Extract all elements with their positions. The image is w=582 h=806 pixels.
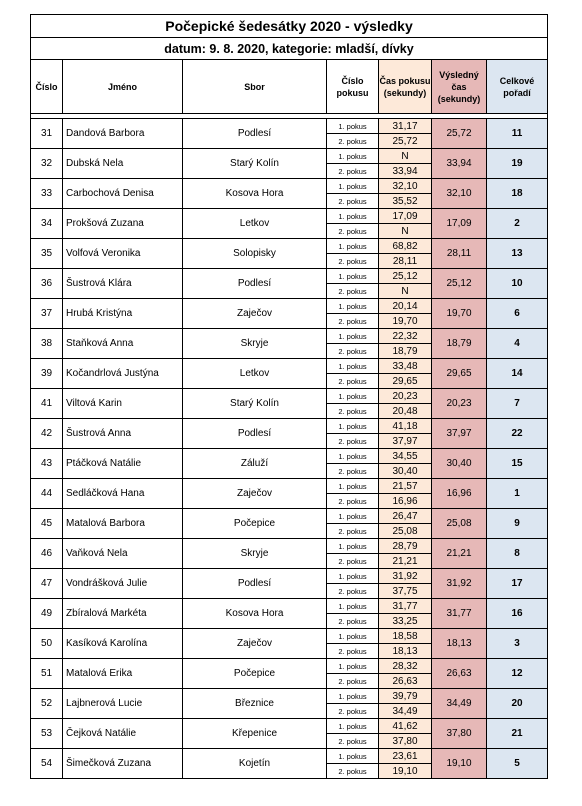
attempt-label: 2. pokus xyxy=(327,134,379,149)
attempt-2-time: N xyxy=(379,224,432,239)
attempt-2-time: 28,11 xyxy=(379,254,432,269)
final-time: 19,70 xyxy=(432,299,487,329)
competitor-name: Šustrová Anna xyxy=(63,419,183,449)
competitor-name: Volfová Veronika xyxy=(63,239,183,269)
overall-rank: 20 xyxy=(487,689,548,719)
overall-rank: 11 xyxy=(487,119,548,149)
attempt-1-time: 39,79 xyxy=(379,689,432,704)
attempt-label: 2. pokus xyxy=(327,344,379,359)
competitor-number: 50 xyxy=(31,629,63,659)
competitor-name: Dubská Nela xyxy=(63,149,183,179)
attempt-1-time: 31,77 xyxy=(379,599,432,614)
header-cislo-pokusu: Číslo pokusu xyxy=(327,60,379,114)
attempt-label: 1. pokus xyxy=(327,479,379,494)
final-time: 25,12 xyxy=(432,269,487,299)
competitor-name: Staňková Anna xyxy=(63,329,183,359)
competitor-team: Starý Kolín xyxy=(183,389,327,419)
overall-rank: 22 xyxy=(487,419,548,449)
competitor-number: 39 xyxy=(31,359,63,389)
final-time: 16,96 xyxy=(432,479,487,509)
competitor-name: Šustrová Klára xyxy=(63,269,183,299)
competitor-team: Křepenice xyxy=(183,719,327,749)
competitor-name: Sedláčková Hana xyxy=(63,479,183,509)
attempt-1-time: 32,10 xyxy=(379,179,432,194)
attempt-label: 1. pokus xyxy=(327,359,379,374)
overall-rank: 13 xyxy=(487,239,548,269)
table-row xyxy=(31,569,548,584)
overall-rank: 1 xyxy=(487,479,548,509)
attempt-2-time: 37,97 xyxy=(379,434,432,449)
attempt-label: 1. pokus xyxy=(327,749,379,764)
overall-rank: 2 xyxy=(487,209,548,239)
competitor-number: 45 xyxy=(31,509,63,539)
final-time: 19,10 xyxy=(432,749,487,779)
attempt-1-time: 21,57 xyxy=(379,479,432,494)
competitor-name: Prokšová Zuzana xyxy=(63,209,183,239)
attempt-2-time: 19,10 xyxy=(379,764,432,779)
attempt-label: 1. pokus xyxy=(327,269,379,284)
competitor-name: Matalová Erika xyxy=(63,659,183,689)
competitor-number: 47 xyxy=(31,569,63,599)
competitor-name: Viltová Karin xyxy=(63,389,183,419)
competitor-number: 31 xyxy=(31,119,63,149)
competitor-team: Zaječov xyxy=(183,629,327,659)
competitor-team: Skryje xyxy=(183,329,327,359)
competitor-number: 34 xyxy=(31,209,63,239)
final-time: 17,09 xyxy=(432,209,487,239)
table-row xyxy=(31,629,548,644)
competitor-name: Zbíralová Markéta xyxy=(63,599,183,629)
overall-rank: 19 xyxy=(487,149,548,179)
attempt-1-time: N xyxy=(379,149,432,164)
overall-rank: 6 xyxy=(487,299,548,329)
attempt-2-time: 21,21 xyxy=(379,554,432,569)
header-cas-pokusu: Čas pokusu (sekundy) xyxy=(379,60,432,114)
final-time: 31,77 xyxy=(432,599,487,629)
final-time: 18,79 xyxy=(432,329,487,359)
table-row xyxy=(31,269,548,284)
competitor-number: 53 xyxy=(31,719,63,749)
competitor-team: Březnice xyxy=(183,689,327,719)
attempt-2-time: 18,13 xyxy=(379,644,432,659)
attempt-1-time: 34,55 xyxy=(379,449,432,464)
attempt-2-time: 19,70 xyxy=(379,314,432,329)
table-row xyxy=(31,509,548,524)
competitor-number: 52 xyxy=(31,689,63,719)
competitor-number: 38 xyxy=(31,329,63,359)
attempt-2-time: 37,80 xyxy=(379,734,432,749)
attempt-label: 2. pokus xyxy=(327,584,379,599)
attempt-label: 1. pokus xyxy=(327,689,379,704)
table-row xyxy=(31,239,548,254)
attempt-2-time: 16,96 xyxy=(379,494,432,509)
attempt-label: 2. pokus xyxy=(327,224,379,239)
attempt-1-time: 25,12 xyxy=(379,269,432,284)
attempt-1-time: 20,14 xyxy=(379,299,432,314)
attempt-label: 2. pokus xyxy=(327,164,379,179)
attempt-2-time: 25,72 xyxy=(379,134,432,149)
header-cislo: Číslo xyxy=(31,60,63,114)
final-time: 18,13 xyxy=(432,629,487,659)
table-row xyxy=(31,209,548,224)
attempt-label: 2. pokus xyxy=(327,254,379,269)
competitor-team: Počepice xyxy=(183,509,327,539)
attempt-1-time: 33,48 xyxy=(379,359,432,374)
competitor-number: 33 xyxy=(31,179,63,209)
table-row xyxy=(31,539,548,554)
overall-rank: 8 xyxy=(487,539,548,569)
table-row xyxy=(31,359,548,374)
attempt-label: 2. pokus xyxy=(327,704,379,719)
competitor-name: Vaňková Nela xyxy=(63,539,183,569)
header-jmeno: Jméno xyxy=(63,60,183,114)
overall-rank: 15 xyxy=(487,449,548,479)
competitor-number: 36 xyxy=(31,269,63,299)
overall-rank: 9 xyxy=(487,509,548,539)
competitor-number: 44 xyxy=(31,479,63,509)
competitor-team: Počepice xyxy=(183,659,327,689)
attempt-2-time: 29,65 xyxy=(379,374,432,389)
overall-rank: 17 xyxy=(487,569,548,599)
attempt-label: 2. pokus xyxy=(327,614,379,629)
overall-rank: 7 xyxy=(487,389,548,419)
attempt-2-time: 25,08 xyxy=(379,524,432,539)
competitor-name: Carbochová Denisa xyxy=(63,179,183,209)
attempt-label: 1. pokus xyxy=(327,629,379,644)
competitor-team: Skryje xyxy=(183,539,327,569)
attempt-label: 2. pokus xyxy=(327,554,379,569)
competitor-number: 32 xyxy=(31,149,63,179)
attempt-label: 1. pokus xyxy=(327,509,379,524)
final-time: 31,92 xyxy=(432,569,487,599)
attempt-2-time: 33,25 xyxy=(379,614,432,629)
competitor-team: Záluží xyxy=(183,449,327,479)
attempt-1-time: 28,32 xyxy=(379,659,432,674)
overall-rank: 14 xyxy=(487,359,548,389)
attempt-label: 1. pokus xyxy=(327,719,379,734)
attempt-label: 2. pokus xyxy=(327,674,379,689)
attempt-label: 2. pokus xyxy=(327,374,379,389)
attempt-label: 2. pokus xyxy=(327,434,379,449)
attempt-1-time: 23,61 xyxy=(379,749,432,764)
final-time: 20,23 xyxy=(432,389,487,419)
final-time: 21,21 xyxy=(432,539,487,569)
attempt-label: 2. pokus xyxy=(327,494,379,509)
attempt-1-time: 22,32 xyxy=(379,329,432,344)
final-time: 30,40 xyxy=(432,449,487,479)
competitor-name: Dandová Barbora xyxy=(63,119,183,149)
attempt-2-time: 35,52 xyxy=(379,194,432,209)
competitor-team: Kosova Hora xyxy=(183,599,327,629)
attempt-label: 1. pokus xyxy=(327,659,379,674)
page-subtitle: datum: 9. 8. 2020, kategorie: mladší, dívky xyxy=(31,38,548,60)
header-sbor: Sbor xyxy=(183,60,327,114)
competitor-team: Zaječov xyxy=(183,299,327,329)
attempt-1-time: 20,23 xyxy=(379,389,432,404)
competitor-name: Matalová Barbora xyxy=(63,509,183,539)
table-row xyxy=(31,659,548,674)
table-row xyxy=(31,389,548,404)
competitor-number: 42 xyxy=(31,419,63,449)
final-time: 26,63 xyxy=(432,659,487,689)
competitor-number: 46 xyxy=(31,539,63,569)
competitor-team: Podlesí xyxy=(183,119,327,149)
competitor-team: Letkov xyxy=(183,209,327,239)
competitor-team: Kojetín xyxy=(183,749,327,779)
attempt-label: 1. pokus xyxy=(327,569,379,584)
final-time: 34,49 xyxy=(432,689,487,719)
attempt-label: 1. pokus xyxy=(327,599,379,614)
attempt-label: 2. pokus xyxy=(327,764,379,779)
competitor-number: 37 xyxy=(31,299,63,329)
attempt-1-time: 31,17 xyxy=(379,119,432,134)
attempt-label: 1. pokus xyxy=(327,239,379,254)
competitor-name: Šimečková Zuzana xyxy=(63,749,183,779)
attempt-2-time: 34,49 xyxy=(379,704,432,719)
competitor-team: Podlesí xyxy=(183,419,327,449)
table-row xyxy=(31,119,548,134)
competitor-name: Lajbnerová Lucie xyxy=(63,689,183,719)
attempt-2-time: N xyxy=(379,284,432,299)
attempt-1-time: 31,92 xyxy=(379,569,432,584)
final-time: 28,11 xyxy=(432,239,487,269)
attempt-1-time: 17,09 xyxy=(379,209,432,224)
competitor-team: Starý Kolín xyxy=(183,149,327,179)
attempt-1-time: 41,62 xyxy=(379,719,432,734)
overall-rank: 10 xyxy=(487,269,548,299)
competitor-number: 51 xyxy=(31,659,63,689)
header-vysledny-cas: Výsledný čas (sekundy) xyxy=(432,60,487,114)
overall-rank: 4 xyxy=(487,329,548,359)
final-time: 37,80 xyxy=(432,719,487,749)
overall-rank: 5 xyxy=(487,749,548,779)
attempt-label: 2. pokus xyxy=(327,734,379,749)
competitor-number: 49 xyxy=(31,599,63,629)
attempt-label: 1. pokus xyxy=(327,539,379,554)
competitor-name: Kočandrlová Justýna xyxy=(63,359,183,389)
attempt-2-time: 33,94 xyxy=(379,164,432,179)
attempt-1-time: 68,82 xyxy=(379,239,432,254)
competitor-name: Kasíková Karolína xyxy=(63,629,183,659)
overall-rank: 12 xyxy=(487,659,548,689)
competitor-name: Ptáčková Natálie xyxy=(63,449,183,479)
competitor-number: 43 xyxy=(31,449,63,479)
overall-rank: 18 xyxy=(487,179,548,209)
competitor-name: Vondrášková Julie xyxy=(63,569,183,599)
attempt-1-time: 41,18 xyxy=(379,419,432,434)
final-time: 25,72 xyxy=(432,119,487,149)
attempt-1-time: 18,58 xyxy=(379,629,432,644)
attempt-label: 1. pokus xyxy=(327,149,379,164)
attempt-2-time: 37,75 xyxy=(379,584,432,599)
competitor-team: Letkov xyxy=(183,359,327,389)
attempt-label: 1. pokus xyxy=(327,299,379,314)
table-row xyxy=(31,149,548,164)
attempt-label: 2. pokus xyxy=(327,284,379,299)
table-row xyxy=(31,449,548,464)
header-row xyxy=(31,60,548,114)
competitor-name: Čejková Natálie xyxy=(63,719,183,749)
header-celkove-poradi: Celkové pořadí xyxy=(487,60,548,114)
attempt-label: 1. pokus xyxy=(327,119,379,134)
competitor-team: Podlesí xyxy=(183,269,327,299)
overall-rank: 21 xyxy=(487,719,548,749)
attempt-label: 2. pokus xyxy=(327,524,379,539)
attempt-1-time: 28,79 xyxy=(379,539,432,554)
final-time: 29,65 xyxy=(432,359,487,389)
attempt-label: 1. pokus xyxy=(327,329,379,344)
attempt-label: 1. pokus xyxy=(327,179,379,194)
attempt-1-time: 26,47 xyxy=(379,509,432,524)
competitor-number: 54 xyxy=(31,749,63,779)
results-table xyxy=(30,14,548,779)
attempt-label: 1. pokus xyxy=(327,389,379,404)
table-row xyxy=(31,689,548,704)
table-row xyxy=(31,179,548,194)
attempt-label: 2. pokus xyxy=(327,404,379,419)
final-time: 32,10 xyxy=(432,179,487,209)
table-row xyxy=(31,419,548,434)
attempt-label: 1. pokus xyxy=(327,419,379,434)
final-time: 25,08 xyxy=(432,509,487,539)
attempt-label: 2. pokus xyxy=(327,314,379,329)
attempt-2-time: 30,40 xyxy=(379,464,432,479)
attempt-label: 2. pokus xyxy=(327,464,379,479)
competitor-team: Zaječov xyxy=(183,479,327,509)
results-sheet xyxy=(30,14,548,779)
attempt-2-time: 26,63 xyxy=(379,674,432,689)
attempt-2-time: 20,48 xyxy=(379,404,432,419)
attempt-label: 1. pokus xyxy=(327,209,379,224)
final-time: 33,94 xyxy=(432,149,487,179)
attempt-2-time: 18,79 xyxy=(379,344,432,359)
table-row xyxy=(31,749,548,764)
table-row xyxy=(31,329,548,344)
table-row xyxy=(31,479,548,494)
competitor-number: 41 xyxy=(31,389,63,419)
competitor-number: 35 xyxy=(31,239,63,269)
page-title: Počepické šedesátky 2020 - výsledky xyxy=(31,15,548,38)
overall-rank: 3 xyxy=(487,629,548,659)
attempt-label: 1. pokus xyxy=(327,449,379,464)
competitor-name: Hrubá Kristýna xyxy=(63,299,183,329)
competitor-team: Podlesí xyxy=(183,569,327,599)
competitor-team: Kosova Hora xyxy=(183,179,327,209)
attempt-label: 2. pokus xyxy=(327,194,379,209)
table-row xyxy=(31,719,548,734)
final-time: 37,97 xyxy=(432,419,487,449)
competitor-team: Solopisky xyxy=(183,239,327,269)
table-row xyxy=(31,299,548,314)
overall-rank: 16 xyxy=(487,599,548,629)
attempt-label: 2. pokus xyxy=(327,644,379,659)
table-row xyxy=(31,599,548,614)
